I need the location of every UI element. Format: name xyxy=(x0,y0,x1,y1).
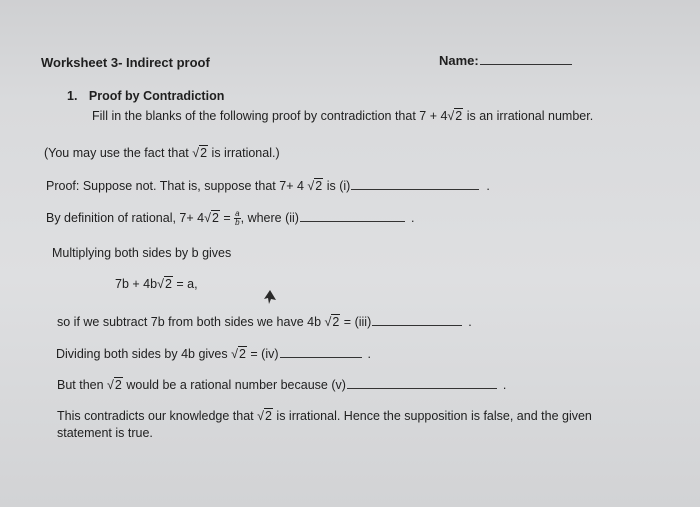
sqrt-symbol: √ xyxy=(157,277,164,291)
divide-line: Dividing both sides by 4b gives √2 = (iv) . xyxy=(56,347,372,361)
sqrt-symbol: √ xyxy=(204,211,211,225)
radicand: 2 xyxy=(455,109,463,123)
blank-v[interactable] xyxy=(347,378,497,389)
problem-number: 1. xyxy=(67,89,78,103)
name-field-label: Name: xyxy=(439,53,572,69)
sqrt-symbol: √ xyxy=(192,146,200,160)
sqrt-symbol: √ xyxy=(324,315,332,329)
but-then-line: But then √2 would be a rational number because (v) . xyxy=(57,378,507,392)
definition-line: By definition of rational, 7+ 4√2 = $\frac{a}{b}$ , where (ii) . xyxy=(46,209,415,228)
problem-title: Proof by Contradiction xyxy=(88,89,225,103)
radicand: 2 xyxy=(200,146,208,160)
sqrt-symbol: √ xyxy=(307,179,315,193)
conclusion-line-1: This contradicts our knowledge that √2 is irrational. Hence the supposition is false, and the given xyxy=(57,409,592,423)
equation-line: 7b + 4b√2 = a, xyxy=(115,277,198,291)
blank-ii[interactable] xyxy=(300,211,405,222)
radicand: 2 xyxy=(332,315,340,329)
blank-iv[interactable] xyxy=(280,347,362,358)
conclusion-line-2: statement is true. xyxy=(57,426,153,440)
blank-iii[interactable] xyxy=(372,315,462,326)
radicand: 2 xyxy=(315,179,323,193)
sqrt-symbol: √ xyxy=(231,347,238,361)
sqrt-symbol: √ xyxy=(447,109,455,123)
radicand: 2 xyxy=(114,378,122,392)
blank-i[interactable] xyxy=(351,179,479,190)
worksheet-title: Worksheet 3- Indirect proof xyxy=(41,55,210,70)
sqrt-symbol: √ xyxy=(107,378,114,392)
proof-assumption-line: Proof: Suppose not. That is, suppose that 7+ 4 √2 is (i) . xyxy=(46,179,490,193)
radicand: 2 xyxy=(164,277,172,291)
fraction-a-over-b: $\frac{a}{b}$ xyxy=(235,209,240,228)
problem-heading xyxy=(67,88,224,104)
sqrt-symbol: √ xyxy=(257,409,264,423)
hint-line: (You may use the fact that √2 is irrational.) xyxy=(44,146,280,160)
radicand: 2 xyxy=(264,409,272,423)
mouse-cursor-icon xyxy=(264,290,276,304)
instruction-line: Fill in the blanks of the following proof by contradiction that 7 + 4√2 is an irrational number. xyxy=(92,109,594,123)
radicand: 2 xyxy=(211,211,219,225)
radicand: 2 xyxy=(238,347,246,361)
name-blank[interactable] xyxy=(480,54,572,65)
multiply-line: Multiplying both sides by b gives xyxy=(52,246,232,260)
subtract-line: so if we subtract 7b from both sides we have 4b √2 = (iii) . xyxy=(57,315,472,329)
